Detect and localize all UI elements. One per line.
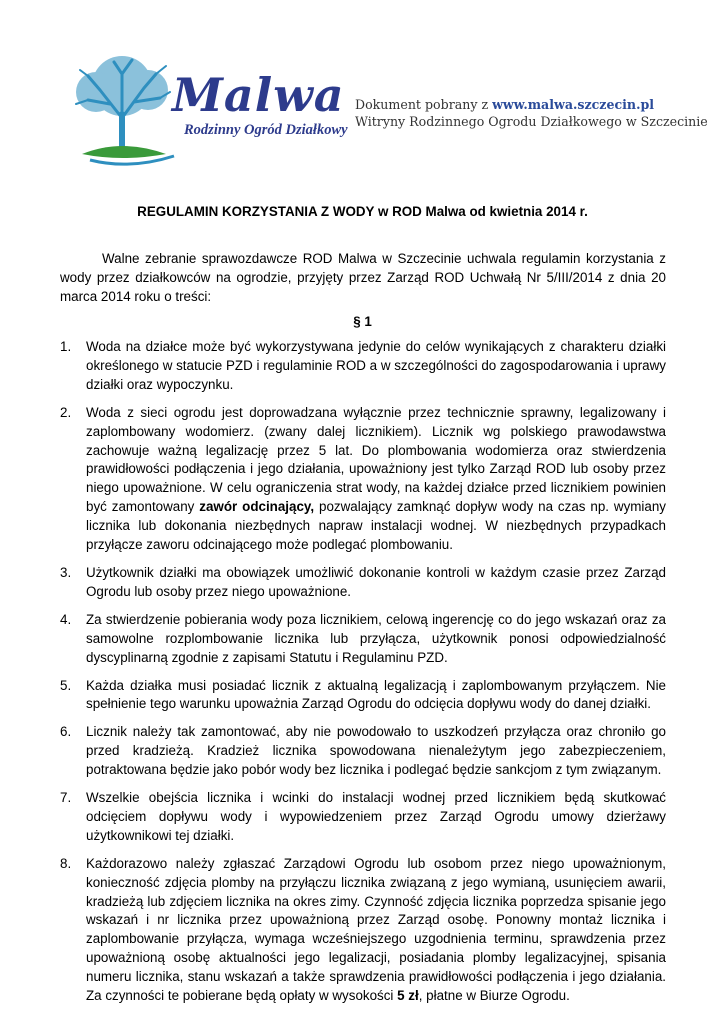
item-text: Woda na działce może być wykorzystywana jedynie do celów wynikających z charakteru działki określonego w statucie PZD i regulaminie ROD a w szczególności do zagospodarowania i uprawy działki oraz wypoczynku.	[86, 339, 666, 392]
logo-title: Malwa	[172, 68, 345, 122]
item-number: 8.	[60, 855, 72, 871]
logo-subtitle: Rodzinny Ogród Działkowy	[184, 122, 348, 138]
list-item	[60, 404, 666, 555]
item-text: Woda z sieci ogrodu jest doprowadzana wyłącznie przez technicznie sprawny, legalizowany i zaplombowany wodomierz. (zwany dalej licznikiem). Licznik wg polskiego prawodawstwa zachowuje ważną legalizację przez 5 lat. Do plombowania wodomierza oraz stwierdzenia prawidłowości podłączenia i jego działania, upoważniony jest tylko Zarząd ROD lub osoby przez niego upoważnione. W celu ograniczenia strat wody, na każdej działce przed licznikiem powinien być zamontowany	[86, 404, 666, 515]
item-text-cont: pozwalający zamknąć dopływ wody na czas np. wymiany licznika lub dokonania niezbędnych napraw instalacji wodnej. W niezbędnych przypadkach przyłącze zaworu odcinającego może podlegać plombowaniu.	[86, 499, 666, 553]
rules-list	[60, 338, 666, 1015]
site-url-link[interactable]: www.malwa.szczecin.pl	[492, 97, 655, 112]
item-text: Każda działka musi posiadać licznik z aktualną legalizacją i zaplombowanym przyłączem. Nie spełnienie tego warunku upoważnia Zarząd Ogrodu do odcięcia dopływu wody do danej działki.	[86, 677, 666, 712]
list-item	[60, 855, 666, 1006]
page-header	[70, 52, 708, 170]
item-number: 6.	[60, 724, 72, 740]
item-number: 3.	[60, 564, 72, 580]
intro-paragraph: Walne zebranie sprawozdawcze ROD Malwa w Szczecinie uchwala regulamin korzystania z wody przez działkowców na ogrodzie, przyjęty przez Zarząd ROD Uchwałą Nr 5/III/2014 z dnia 20 marca 2014 roku o treści:	[60, 251, 666, 304]
item-text: Każdorazowo należy zgłaszać Zarządowi Ogrodu lub osobom przez niego upoważnionym, konieczność zdjęcia plomby na przyłączu licznika związaną z jego wymianą, usunięciem awarii, kradzieżą lub zdjęciem licznika na okres zimy. Czynność zdjęcia licznika poprzedza spisanie jego wskazań i nr licznika przez upoważnioną przez Zarząd osobę. Ponowny montaż licznika i zaplombowanie przyłącza, wymaga wcześniejszego uzgodnienia terminu, sprawdzenia przez upoważnioną osobę aktualności jego legalizacji, posiadania plomby legalizacyjnej, spisania numeru licznika, stanu wskazań a także sprawdzenia prawidłowości podłączenia i jego działania. Za czynności te pobierane będą opłaty w wysokości	[86, 855, 666, 1004]
download-line-1	[355, 96, 708, 113]
list-item	[60, 564, 666, 602]
section-heading: § 1	[353, 314, 372, 329]
item-text: Licznik należy tak zamontować, aby nie powodowało to uszkodzeń przyłącza oraz chroniło go przed kradzieżą. Kradzież licznika spowodowana nienależytym jego zabezpieczeniem, potraktowana będzie jako pobór wody bez licznika i podlegać będzie sankcjom z tym związanym.	[86, 724, 666, 778]
item-number: 7.	[60, 790, 72, 806]
item-text: Za stwierdzenie pobierania wody poza licznikiem, celową ingerencję co do jego wskazań oraz za samowolne rozplombowanie licznika lub przyłącza, użytkownik ponosi odpowiedzialność dyscyplinarną zgodnie z zapisami Statutu i Regulaminu PZD.	[86, 611, 666, 665]
item-text: Wszelkie obejścia licznika i wcinki do instalacji wodnej przed licznikiem będą skutkować odcięciem dopływu wody i wypowiedzeniem przez Zarząd Ogrodu umowy dzierżawy użytkownikowi tej działki.	[86, 790, 666, 843]
list-item	[60, 677, 666, 715]
item-number: 4.	[60, 611, 72, 627]
tree-logo-icon	[70, 52, 180, 170]
item-text: Użytkownik działki ma obowiązek umożliwić dokonanie kontroli w każdym czasie przez Zarząd Ogrodu lub osoby przez niego upoważnione.	[86, 564, 666, 599]
list-item	[60, 338, 666, 395]
list-item	[60, 723, 666, 780]
download-prefix: Dokument pobrany z	[355, 97, 493, 112]
list-item	[60, 611, 666, 668]
download-line-2: Witryny Rodzinnego Ogrodu Działkowego w Szczecinie	[355, 114, 708, 129]
document-title: REGULAMIN KORZYSTANIA Z WODY w ROD Malwa od kwietnia 2014 r.	[137, 204, 588, 219]
item-number: 2.	[60, 404, 72, 420]
item-number: 1.	[60, 339, 72, 354]
download-note	[355, 96, 708, 130]
list-item	[60, 789, 666, 846]
item-text-bold: zawór odcinający,	[199, 499, 315, 515]
logo-wordmark	[172, 68, 348, 139]
item-text-cont: , płatne w Biurze Ogrodu.	[418, 988, 570, 1004]
item-number: 5.	[60, 677, 72, 693]
item-text-bold: 5 zł	[397, 988, 419, 1004]
